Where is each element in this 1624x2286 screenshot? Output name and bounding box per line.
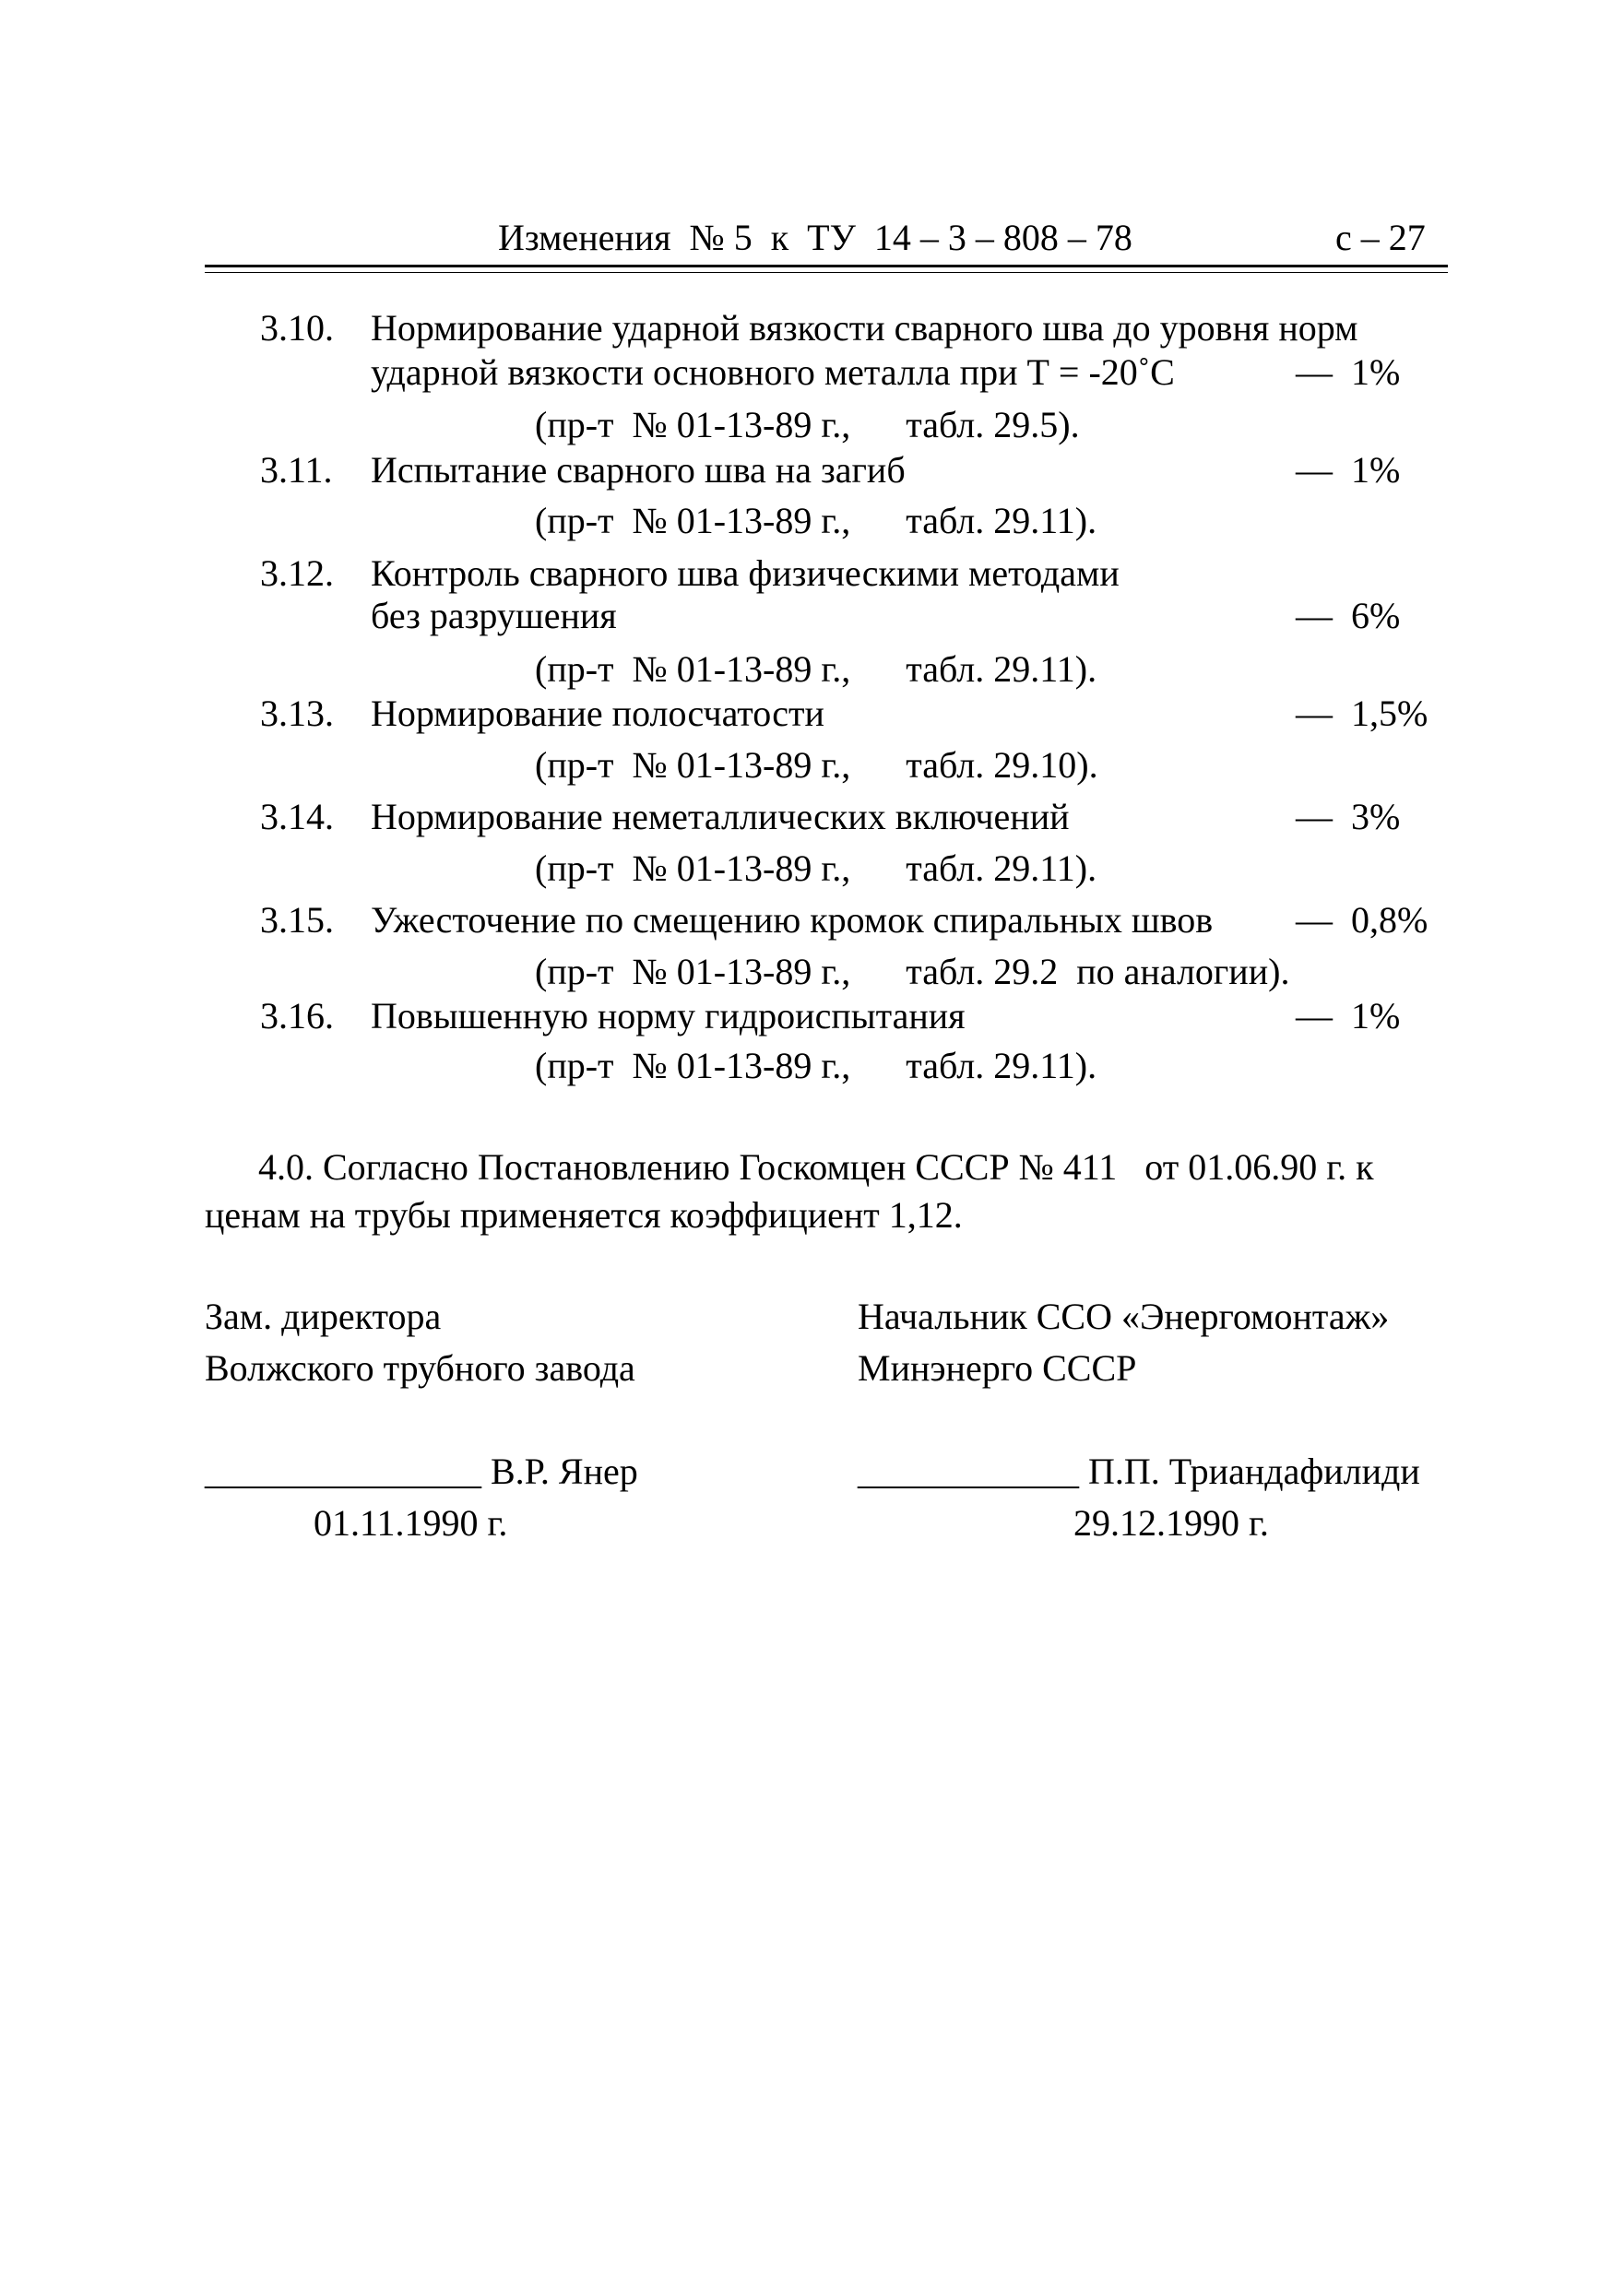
item-percent: — 0,8% [1296, 899, 1428, 941]
right-signature-date: 29.12.1990 г. [1073, 1502, 1269, 1544]
item-percent: — 1% [1296, 351, 1401, 393]
item-number: 3.12. [260, 552, 334, 594]
clause-4-line-2: ценам на трубы применяется коэффициент 1,12. [205, 1194, 963, 1236]
item-number: 3.11. [260, 449, 333, 491]
item-percent: — 1,5% [1296, 693, 1428, 734]
item-percent: — 6% [1296, 595, 1401, 636]
left-signature-date: 01.11.1990 г. [314, 1502, 508, 1544]
item-reference: (пр-т № 01-13-89 г., табл. 29.10). [535, 744, 1098, 786]
item-reference: (пр-т № 01-13-89 г., табл. 29.11). [535, 648, 1097, 690]
header-rule-thick [205, 265, 1448, 267]
left-signatory-title: Зам. директора [205, 1296, 442, 1337]
item-percent: — 1% [1296, 449, 1401, 491]
right-signatory-org: Минэнерго СССР [858, 1347, 1137, 1389]
left-signatory-org: Волжского трубного завода [205, 1347, 635, 1389]
item-reference: (пр-т № 01-13-89 г., табл. 29.11). [535, 500, 1097, 541]
item-percent: — 3% [1296, 796, 1401, 837]
page-number: с – 27 [1335, 217, 1426, 258]
item-percent: — 1% [1296, 995, 1401, 1036]
item-number: 3.13. [260, 693, 334, 734]
item-number: 3.14. [260, 796, 334, 837]
item-reference: (пр-т № 01-13-89 г., табл. 29.11). [535, 847, 1097, 889]
item-reference: (пр-т № 01-13-89 г., табл. 29.5). [535, 404, 1080, 445]
item-text: Контроль сварного шва физическими методами [371, 552, 1120, 594]
item-text: Нормирование ударной вязкости сварного шва до уровня норм [371, 307, 1358, 349]
item-number: 3.15. [260, 899, 334, 941]
right-signatory-title: Начальник ССО «Энергомонтаж» [858, 1296, 1390, 1337]
item-text: Ужесточение по смещению кромок спиральных швов [371, 899, 1214, 941]
item-text: ударной вязкости основного металла при Т = -20˚С [371, 351, 1175, 393]
item-text: Испытание сварного шва на загиб [371, 449, 906, 491]
item-reference: (пр-т № 01-13-89 г., табл. 29.2 по аналогии). [535, 951, 1290, 992]
item-text: Нормирование полосчатости [371, 693, 824, 734]
item-number: 3.16. [260, 995, 334, 1036]
right-signature-line: ____________ П.П. Триандафилиди [858, 1451, 1420, 1492]
header-title: Изменения № 5 к ТУ 14 – 3 – 808 – 78 [498, 217, 1132, 258]
item-reference: (пр-т № 01-13-89 г., табл. 29.11). [535, 1045, 1097, 1086]
item-text: Нормирование неметаллических включений [371, 796, 1070, 837]
item-number: 3.10. [260, 307, 334, 349]
clause-4-line-1: 4.0. Согласно Постановлению Госкомцен СССР № 411 от 01.06.90 г. к [258, 1146, 1374, 1188]
left-signature-line: _______________ В.Р. Янер [205, 1451, 638, 1492]
header-rule-thin [205, 272, 1448, 273]
item-text: без разрушения [371, 595, 617, 636]
item-text: Повышенную норму гидроиспытания [371, 995, 966, 1036]
